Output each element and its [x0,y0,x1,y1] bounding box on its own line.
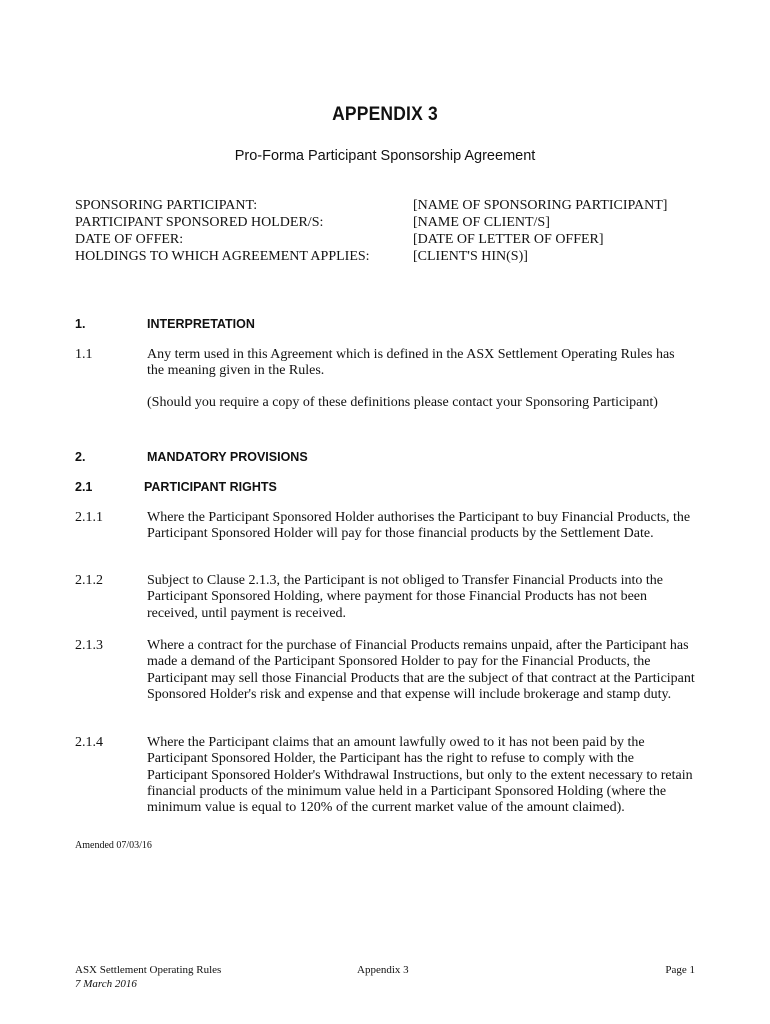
party-row-sponsored-holder [75,214,695,231]
party-details [75,197,695,265]
footer-page-number: Page 1 [665,964,695,976]
party-label: HOLDINGS TO WHICH AGREEMENT APPLIES: [75,249,370,264]
section-title: MANDATORY PROVISIONS [147,450,308,464]
party-value: [CLIENT'S HIN(S)] [413,249,528,264]
amended-note: Amended 07/03/16 [75,840,152,851]
page-title [31,104,739,126]
clause-number: 1.1 [75,347,93,362]
footer-date: 7 March 2016 [75,978,137,990]
section-title: PARTICIPANT RIGHTS [144,480,277,494]
clause-text: Where the Participant Sponsored Holder authorises the Participant to buy Financial Products, the Participant Sponsored Holder will pay for those financial products by the Settlement Date. [147,510,691,542]
party-label: SPONSORING PARTICIPANT: [75,198,258,213]
party-value: [NAME OF SPONSORING PARTICIPANT] [413,198,668,213]
title-text: APPENDIX 3 [332,104,438,125]
clause-number: 2.1.4 [75,735,103,750]
clause-text: Any term used in this Agreement which is defined in the ASX Settlement Operating Rules has the meaning given in the Rules. [147,347,675,379]
footer-left [75,963,221,991]
party-row-sponsoring-participant [75,197,695,214]
party-label: PARTICIPANT SPONSORED HOLDER/S: [75,215,324,230]
section-title: INTERPRETATION [147,317,255,331]
party-row-holdings [75,248,695,265]
party-value: [NAME OF CLIENT/S] [413,215,550,230]
clause-number: 2.1.1 [75,510,103,525]
section-number: 1. [75,317,86,331]
clause-number: 2.1.3 [75,638,103,653]
section-number: 2.1 [75,480,93,494]
clause-number: 2.1.2 [75,573,103,588]
clause-text: Subject to Clause 2.1.3, the Participant is not obliged to Transfer Financial Products into the Participant Sponsored Holding, where payment for those Financial Products has not been received, until payment is received. [147,573,663,621]
section-number: 2. [75,450,86,464]
party-row-date-of-offer [75,231,695,248]
clause-text: Where a contract for the purchase of Financial Products remains unpaid, after the Participant has made a demand of the Participant Sponsored Holder to pay for the Financial Products, the Participant may sell those Financial Products that are the subject of that contract at the Participant Sponsored Holder's risk and expense and that expense will include brokerage and stamp duty. [147,638,695,702]
clause-text: Where the Participant claims that an amount lawfully owed to it has not been paid by the Participant Sponsored Holder, the Participant has the right to refuse to comply with the Participant Sponsored Holder's Withdrawal Instructions, but only to the extent necessary to retain financial products of the minimum value held in a Participant Sponsored Holding (where the minimum value is equal to 120% of the current market value of the amount claimed). [147,735,693,816]
page-subtitle: Pro-Forma Participant Sponsorship Agreement [234,148,536,164]
party-value: [DATE OF LETTER OF OFFER] [413,232,604,247]
footer-appendix: Appendix 3 [357,964,409,976]
party-label: DATE OF OFFER: [75,232,184,247]
clause-note-text: (Should you require a copy of these definitions please contact your Sponsoring Participant) [147,395,658,410]
footer-document-name: ASX Settlement Operating Rules [75,964,222,976]
